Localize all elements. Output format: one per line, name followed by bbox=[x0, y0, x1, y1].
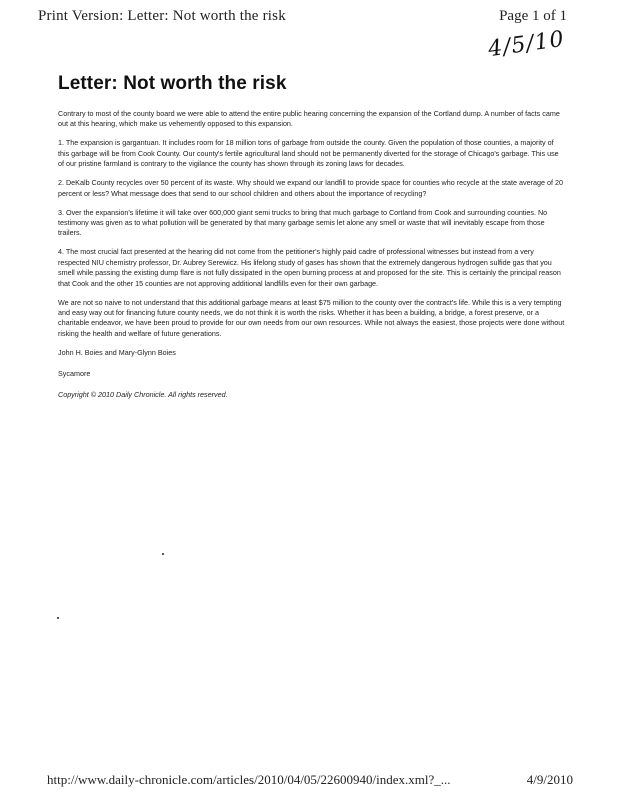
footer-url: http://www.daily-chronicle.com/articles/2010/04/05/22600940/index.xml?_... bbox=[47, 772, 451, 787]
letter-location: Sycamore bbox=[58, 368, 91, 378]
article-paragraph-conclusion: We are not so naive to not understand that this additional garbage means at least $75 million to the county over the contract's life. While this is a very tempting and easy way out for financing future county needs, we do not think it is worth the risks. Whether it has been a building, a bridge, a forest preserve, or a charitable endeavor, we have been proud to provide for our own needs from our own resources. While not always the easiest, those projects were done without risking the health and welfare of future generations. bbox=[58, 297, 565, 338]
article-paragraph-point-4: 4. The most crucial fact presented at the hearing did not come from the petitioner's highly paid cadre of professional witnesses but instead from a very respected NIU chemistry professor, Dr. Aubrey Serewicz. His lifelong study of gases has shown that the extremely dangerous hydrogen sulfide gas that you smell while passing the existing dump flare is not fully dissipated in the open burning process at and proposed for the site. This is certainly the principal reason that Cook and the other 15 counties are not approving additional landfills even for their own garbage. bbox=[58, 247, 561, 288]
article-paragraph-point-2: 2. DeKalb County recycles over 50 percent of its waste. Why should we expand our landfill to provide space for counties who recycle at the state average of 20 percent or less? What message does that send to our school children and others about the importance of recycling? bbox=[58, 178, 563, 198]
article-title: Letter: Not worth the risk bbox=[58, 73, 287, 94]
article-paragraph-point-3: 3. Over the expansion's lifetime it will take over 600,000 giant semi trucks to bring that much garbage to Cortland from Cook and surrounding counties. No testimony was given as to what pollution will be generated by that many garbage semis let alone any smell or waste that will inevitably escape from those trailers. bbox=[58, 207, 548, 238]
article-paragraph-point-1: 1. The expansion is gargantuan. It includes room for 18 million tons of garbage from outside the county. Given the population of those counties, a majority of this garbage will be from Cook County. Our county's fertile agricultural land should not be permanently diverted for the storage of Chicago's garbage. This use of our pristine farmland is contrary to the vigilance the county has shown through its zoning laws for decades. bbox=[58, 138, 559, 169]
footer-print-date: 4/9/2010 bbox=[526, 772, 573, 787]
article-body bbox=[58, 73, 566, 400]
article-paragraph-intro: Contrary to most of the county board we were able to attend the entire public hearing concerning the expansion of the Cortland dump. A number of facts came out at this hearing, which make us vehemently opposed to this expansion. bbox=[58, 109, 560, 129]
scan-speck bbox=[57, 617, 59, 619]
scan-speck bbox=[162, 553, 164, 555]
print-version-title: Print Version: Letter: Not worth the risk bbox=[38, 8, 286, 24]
page-count: Page 1 of 1 bbox=[499, 8, 567, 24]
copyright-notice: Copyright © 2010 Daily Chronicle. All rights reserved. bbox=[58, 389, 228, 399]
handwritten-date-annotation: 4/5/10 bbox=[486, 26, 567, 63]
letter-signature: John H. Boies and Mary-Glynn Boies bbox=[58, 347, 176, 357]
